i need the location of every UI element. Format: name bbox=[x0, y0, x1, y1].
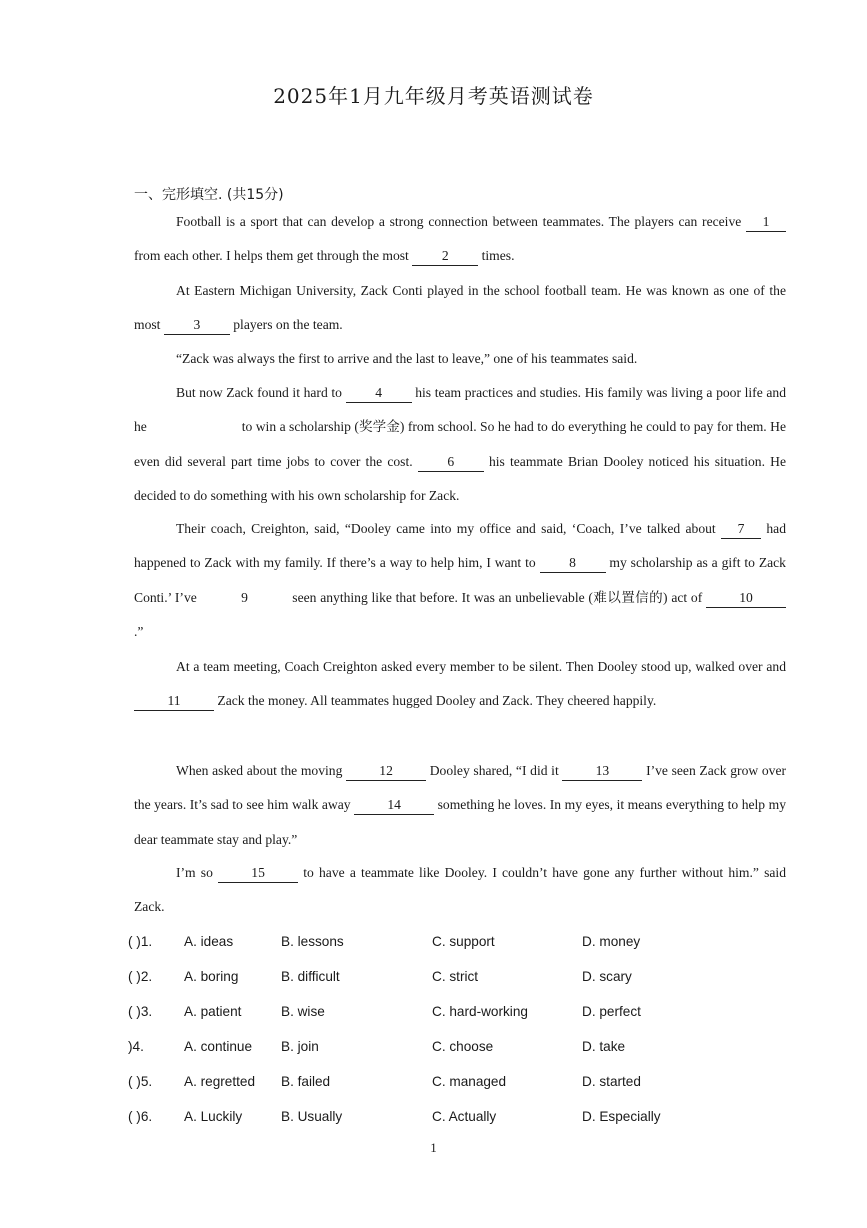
passage-text: I’ve seen Zack grow over the years. It’s sad to see him walk away bbox=[134, 763, 786, 813]
passage-text: At Eastern Michigan University, Zack Conti played in the school football team. He was known as one of the most bbox=[134, 283, 786, 333]
option-d[interactable]: D. perfect bbox=[582, 1004, 641, 1019]
answer-blank[interactable]: 7 bbox=[721, 520, 761, 539]
passage-text: .” bbox=[134, 623, 144, 639]
passage-paragraph bbox=[134, 754, 786, 857]
passage-text: Their coach, Creighton, said, “Dooley came into my office and said, ‘Coach, I’ve talked about bbox=[176, 521, 722, 536]
answer-blank[interactable]: 1 bbox=[746, 213, 786, 232]
option-a[interactable]: A. boring bbox=[184, 969, 239, 984]
option-b[interactable]: B. difficult bbox=[281, 969, 340, 984]
question-number: ( )2. bbox=[128, 969, 153, 984]
answer-blank[interactable]: 4 bbox=[346, 384, 412, 403]
question-number: ( )5. bbox=[128, 1074, 153, 1089]
passage-text: Football is a sport that can develop a strong connection between teammates. The players can receive bbox=[176, 214, 746, 229]
option-c[interactable]: C. support bbox=[432, 934, 495, 949]
question-number: )4. bbox=[128, 1039, 144, 1054]
option-b[interactable]: B. Usually bbox=[281, 1109, 343, 1124]
passage-text: When asked about the moving bbox=[176, 763, 347, 778]
answer-blank[interactable]: 10 bbox=[706, 589, 786, 608]
option-a[interactable]: A. regretted bbox=[184, 1074, 256, 1089]
option-b[interactable]: B. lessons bbox=[281, 934, 344, 949]
passage-paragraph bbox=[134, 856, 786, 925]
option-d[interactable]: D. scary bbox=[582, 969, 632, 984]
passage-paragraph bbox=[134, 342, 786, 376]
question-number: ( )6. bbox=[128, 1109, 153, 1124]
answer-blank[interactable]: 2 bbox=[412, 247, 478, 266]
option-a[interactable]: A. continue bbox=[184, 1039, 253, 1054]
passage-text: Dooley shared, “I did it bbox=[426, 763, 563, 778]
answer-blank[interactable]: 11 bbox=[134, 692, 214, 711]
answer-blank[interactable]: 14 bbox=[354, 796, 434, 815]
option-row bbox=[128, 934, 788, 958]
option-a[interactable]: A. patient bbox=[184, 1004, 242, 1019]
passage-text: his team practices and studies. His family was living a poor life and he bbox=[134, 385, 786, 435]
passage-paragraph bbox=[134, 274, 786, 343]
passage-text: But now Zack found it hard to bbox=[176, 385, 346, 400]
passage-text: from each other. I helps them get through the most bbox=[134, 248, 413, 264]
option-row bbox=[128, 1004, 788, 1028]
option-b[interactable]: B. wise bbox=[281, 1004, 325, 1019]
answer-blank[interactable]: 6 bbox=[418, 453, 484, 472]
option-c[interactable]: C. strict bbox=[432, 969, 479, 984]
option-row bbox=[128, 1109, 788, 1133]
option-c[interactable]: C. managed bbox=[432, 1074, 507, 1089]
passage-paragraph bbox=[134, 650, 786, 719]
passage-paragraph bbox=[134, 376, 786, 513]
passage-text: had happened to Zack with my family. If there’s a way to help him, I want to bbox=[134, 521, 786, 571]
answer-blank[interactable]: 8 bbox=[540, 554, 606, 573]
passage-text: to win a scholarship (奖学金) from school. So he had to do everything he could to pay for them. He even did several part time jobs to cover the cost. bbox=[134, 419, 786, 469]
blank-number: 9 bbox=[241, 589, 248, 605]
option-d[interactable]: D. money bbox=[582, 934, 641, 949]
section-heading: 一、完形填空. (共15分) bbox=[134, 187, 284, 203]
option-a[interactable]: A. Luckily bbox=[184, 1109, 243, 1124]
option-c[interactable]: C. choose bbox=[432, 1039, 494, 1054]
passage-text: players on the team. bbox=[229, 317, 343, 333]
passage-text: seen anything like that before. It was an unbelievable (难以置信的) act of bbox=[288, 589, 707, 605]
passage-text: his teammate Brian Dooley noticed his situation. He decided to do something with his own scholarship for Zack. bbox=[134, 453, 786, 503]
passage-text: my scholarship as a gift to Zack Conti.’ I’ve bbox=[134, 555, 786, 605]
passage-text: to have a teammate like Dooley. I couldn’t have gone any further without him.” said Zack. bbox=[134, 865, 787, 915]
passage-text: “Zack was always the first to arrive and the last to leave,” one of his teammates said. bbox=[176, 351, 638, 366]
option-b[interactable]: B. join bbox=[281, 1039, 319, 1054]
passage-paragraph bbox=[134, 512, 786, 649]
option-d[interactable]: D. started bbox=[582, 1074, 641, 1089]
page-number: 1 bbox=[430, 1140, 437, 1155]
option-b[interactable]: B. failed bbox=[281, 1074, 331, 1089]
option-row bbox=[128, 1074, 788, 1098]
option-row bbox=[128, 969, 788, 993]
question-number: ( )1. bbox=[128, 934, 153, 949]
question-number: ( )3. bbox=[128, 1004, 153, 1019]
option-a[interactable]: A. ideas bbox=[184, 934, 234, 949]
passage-text: Zack the money. All teammates hugged Dooley and Zack. They cheered happily. bbox=[214, 693, 657, 709]
passage-paragraph bbox=[134, 205, 786, 274]
passage-text: I’m so bbox=[176, 865, 219, 880]
option-d[interactable]: D. Especially bbox=[582, 1109, 661, 1124]
passage-text: something he loves. In my eyes, it means everything to help my dear teammate stay and play.” bbox=[134, 797, 786, 847]
option-c[interactable]: C. Actually bbox=[432, 1109, 497, 1124]
passage-text: At a team meeting, Coach Creighton asked every member to be silent. Then Dooley stood up, walked over and bbox=[176, 659, 786, 674]
exam-title: 2025年1月九年级月考英语测试卷 bbox=[273, 84, 594, 108]
answer-blank[interactable]: 3 bbox=[164, 316, 230, 335]
answer-blank[interactable]: 13 bbox=[562, 762, 642, 781]
option-d[interactable]: D. take bbox=[582, 1039, 626, 1054]
option-row bbox=[128, 1039, 788, 1063]
option-c[interactable]: C. hard-working bbox=[432, 1004, 528, 1019]
answer-blank[interactable]: 15 bbox=[218, 864, 298, 883]
passage-text: times. bbox=[478, 248, 515, 264]
answer-blank[interactable]: 12 bbox=[346, 762, 426, 781]
